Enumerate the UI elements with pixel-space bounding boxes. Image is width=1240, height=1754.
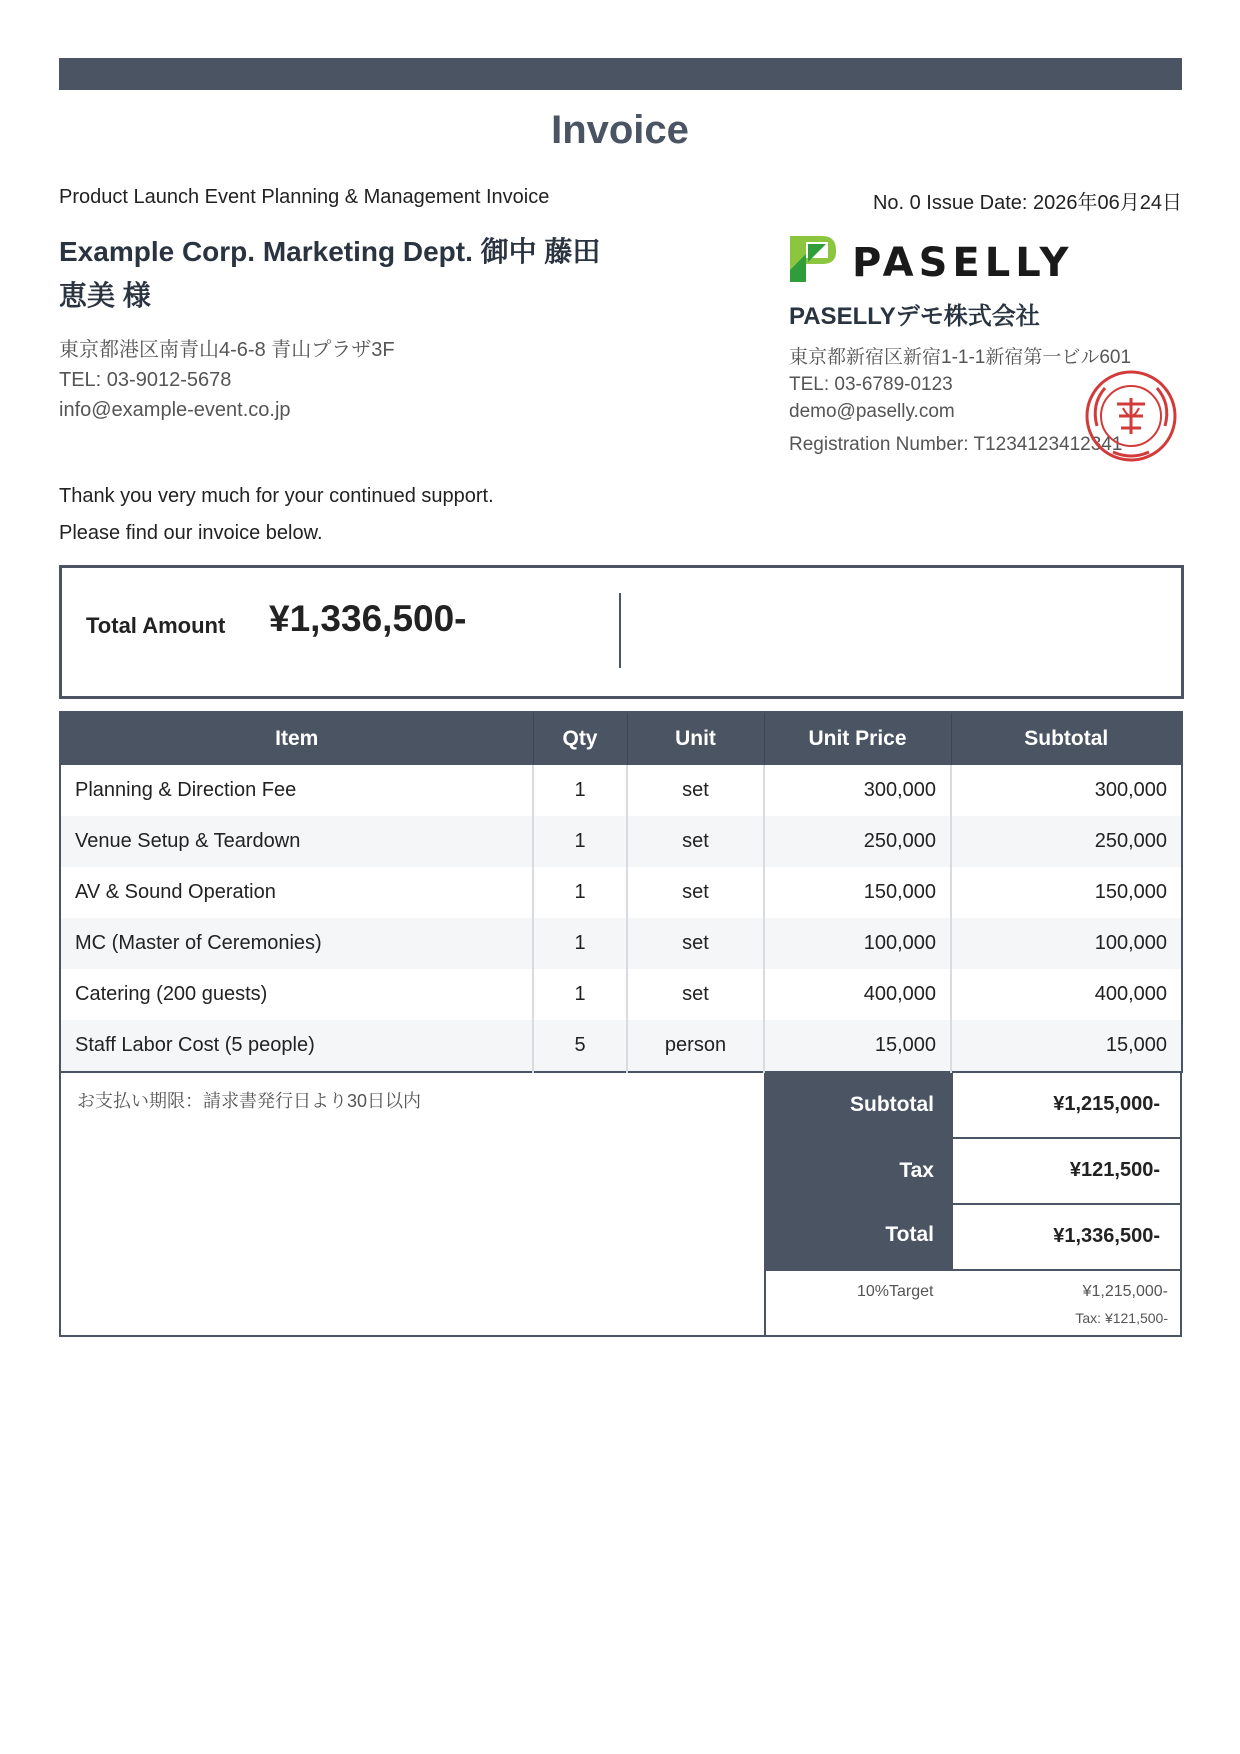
table-row <box>60 969 1182 1020</box>
cell-unit-price: 100,000 <box>764 918 951 969</box>
header-bar <box>59 58 1182 90</box>
total-amount-label: Total Amount <box>86 613 226 638</box>
cell-unit: set <box>627 765 764 816</box>
cell-unit-price: 400,000 <box>764 969 951 1020</box>
cell-item: Staff Labor Cost (5 people) <box>60 1020 533 1072</box>
summary-tax-label: Tax <box>899 1159 934 1182</box>
greeting-line: Thank you very much for your continued support. <box>59 485 494 507</box>
summary-subtotal-label: Subtotal <box>850 1093 934 1116</box>
summary-tax-row <box>951 1139 1180 1205</box>
table-row <box>60 1020 1182 1072</box>
logo-text: PASELLY <box>852 240 1074 286</box>
cell-unit: set <box>627 867 764 918</box>
header-subtotal: Subtotal <box>951 712 1182 765</box>
total-amount-value: ¥1,336,500- <box>269 598 467 639</box>
tax-breakdown <box>764 1271 1182 1335</box>
header-qty: Qty <box>533 712 627 765</box>
paselly-logo <box>788 230 1088 286</box>
tax-target-tax: Tax: ¥121,500- <box>1075 1310 1168 1326</box>
cell-item: MC (Master of Ceremonies) <box>60 918 533 969</box>
cell-unit-price: 15,000 <box>764 1020 951 1072</box>
summary-subtotal-row <box>951 1073 1180 1139</box>
table-header-row <box>60 712 1182 765</box>
cell-subtotal: 250,000 <box>951 816 1182 867</box>
client-address: 東京都港区南青山4-6-8 青山プラザ3F <box>59 339 395 361</box>
table-row <box>60 816 1182 867</box>
cell-subtotal: 15,000 <box>951 1020 1182 1072</box>
cell-unit: set <box>627 816 764 867</box>
company-seal-stamp <box>1083 368 1179 464</box>
summary-total-label: Total <box>885 1223 934 1246</box>
cell-unit: set <box>627 969 764 1020</box>
greeting-line: Please find our invoice below. <box>59 522 323 544</box>
summary-total-value: ¥1,336,500- <box>1053 1225 1160 1247</box>
issuer-address: 東京都新宿区新宿1-1-1新宿第一ビル601 <box>789 347 1132 368</box>
greeting <box>59 478 494 552</box>
summary-total-row <box>951 1205 1180 1271</box>
issuer-info <box>789 344 1131 458</box>
tax-target-base: ¥1,215,000- <box>1082 1283 1168 1300</box>
payment-terms: お支払い期限：請求書発行日より30日以内 <box>77 1091 422 1111</box>
cell-subtotal: 300,000 <box>1094 779 1167 801</box>
cell-qty: 1 <box>533 765 627 816</box>
client-name: Example Corp. Marketing Dept. 御中 藤田 恵美 様 <box>59 236 601 311</box>
client-tel: TEL: 03-9012-5678 <box>59 369 232 391</box>
invoice-subject: Product Launch Event Planning & Management Invoice <box>59 186 550 208</box>
cell-item: Venue Setup & Teardown <box>60 816 533 867</box>
cell-qty: 1 <box>533 867 627 918</box>
invoice-number-date: No. 0 Issue Date: 2026年06月24日 <box>872 192 1182 214</box>
cell-unit: set <box>627 918 764 969</box>
summary-tax-value: ¥121,500- <box>1069 1159 1160 1181</box>
header-item: Item <box>60 712 533 765</box>
summary-section <box>59 1073 1182 1337</box>
issuer-company-name: PASELLYデモ株式会社 <box>789 303 1040 330</box>
table-row <box>60 918 1182 969</box>
cell-item: Planning & Direction Fee <box>60 765 533 816</box>
cell-qty: 1 <box>533 918 627 969</box>
line-items-table <box>59 711 1183 1073</box>
total-amount-box <box>59 565 1184 699</box>
issuer-registration: Registration Number: T1234123412341 <box>789 434 1123 455</box>
cell-unit-price: 150,000 <box>764 867 951 918</box>
table-row <box>60 765 1182 816</box>
cell-qty: 5 <box>533 1020 627 1072</box>
total-box-divider <box>619 593 621 668</box>
cell-subtotal: 100,000 <box>951 918 1182 969</box>
cell-unit: person <box>627 1020 764 1072</box>
header-unit-price: Unit Price <box>764 712 951 765</box>
summary-label-column <box>764 1073 953 1271</box>
issuer-email: demo@paselly.com <box>789 401 955 422</box>
cell-item: Catering (200 guests) <box>60 969 533 1020</box>
tax-target-label: 10%Target <box>857 1283 934 1300</box>
table-row <box>60 867 1182 918</box>
cell-qty: 1 <box>533 969 627 1020</box>
cell-subtotal: 150,000 <box>1094 881 1167 903</box>
cell-unit-price: 300,000 <box>764 765 951 816</box>
cell-unit-price: 250,000 <box>764 816 951 867</box>
document-title: Invoice <box>551 108 689 152</box>
header-unit: Unit <box>627 712 764 765</box>
cell-subtotal: 400,000 <box>1094 983 1167 1005</box>
cell-qty: 1 <box>533 816 627 867</box>
summary-subtotal-value: ¥1,215,000- <box>1053 1093 1160 1115</box>
issuer-tel: TEL: 03-6789-0123 <box>789 374 953 395</box>
cell-item: AV & Sound Operation <box>60 867 533 918</box>
client-info <box>59 335 395 425</box>
client-email: info@example-event.co.jp <box>59 399 291 421</box>
